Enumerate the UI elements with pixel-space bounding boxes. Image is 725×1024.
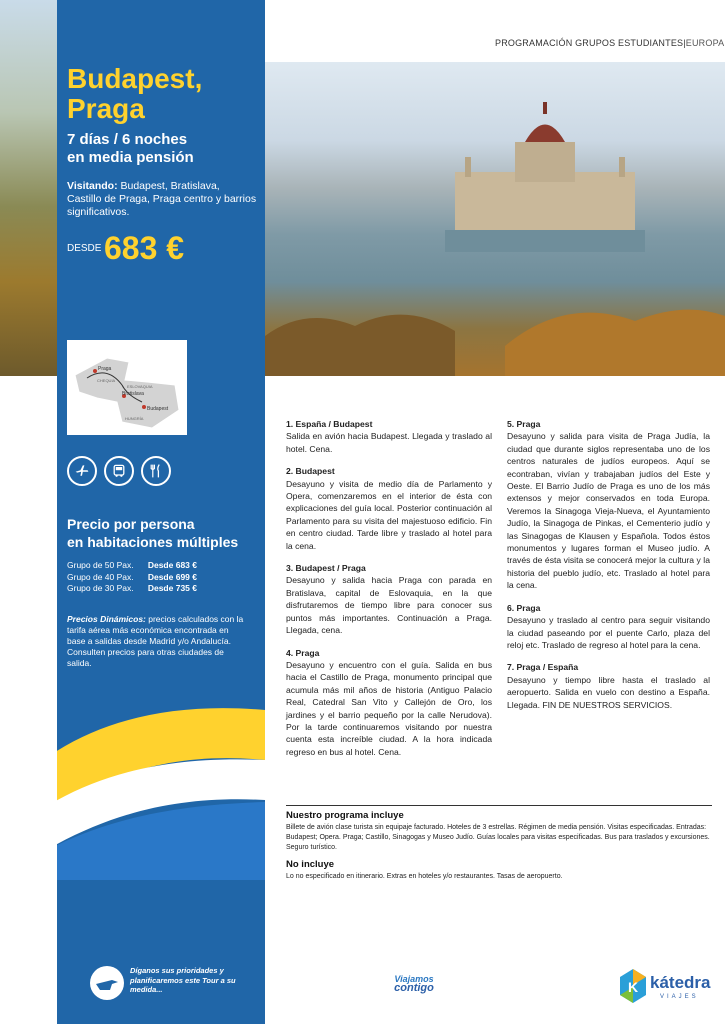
day-text: Desayuno y visita de medio día de Parlamento y Opera, comenzaremos en el interior de ésta con explicaciones del guía local. Posterior continuación al Parlamento para su visita del majestuoso edificio. Fin en centro ciudad. Tarde libre y traslado al hotel para la cena. [286, 478, 492, 551]
day-text: Desayuno y tiempo libre hasta el traslado al aeropuerto. Salida en vuelo con destino a España. Llegada. FIN DE NUESTROS SERVICIOS. [507, 674, 710, 710]
itinerary-day [507, 418, 710, 592]
program-includes-box [286, 805, 712, 888]
group-label: Grupo de 40 Pax. [67, 571, 134, 582]
group-price-row [67, 560, 197, 572]
service-icons [67, 456, 171, 486]
visiting-places: Budapest, Bratislava, Castillo de Praga, Praga centro y barrios significativos. [67, 180, 257, 218]
viajamos-line2: contigo [394, 982, 434, 994]
group-price: Desde 699 € [147, 571, 197, 582]
group-label: Grupo de 30 Pax. [67, 583, 134, 593]
excludes-text: Lo no especificado en itinerario. Extras en hoteles y/o restaurantes. Tasas de aeropuerto. [286, 873, 563, 880]
trip-duration [67, 131, 257, 167]
budapest-parliament-photo [265, 62, 725, 376]
price-per-person-line2: en habitaciones múltiples [67, 534, 239, 550]
katedra-k-icon [618, 968, 648, 1004]
hand-icon [90, 966, 124, 1000]
day-text: Desayuno y traslado al centro para seguir visitando la ciudad paseando por el puente Carlo, plaza del reloj etc. Traslado de regreso al hotel para la cena. [507, 615, 710, 650]
dynamic-pricing-label: Precios Dinámicos: [67, 614, 146, 624]
group-price-row [67, 583, 197, 595]
route-map-graphic [67, 340, 187, 435]
itinerary-day [286, 647, 492, 759]
itinerary-day [507, 661, 710, 711]
category-header [495, 38, 724, 48]
viajamos-contigo-logo [384, 974, 444, 994]
map-label-hungria: HUNGRÍA [125, 416, 144, 421]
trip-title [67, 64, 257, 124]
map-label-chequia: CHEQUIA [97, 378, 116, 383]
katedra-logo [618, 968, 718, 1008]
day-title: 7. Praga / España [507, 662, 579, 673]
itinerary-column-2 [507, 418, 710, 721]
visiting-text [67, 180, 257, 219]
duration-line2: en media pensión [67, 149, 194, 166]
meal-icon [141, 456, 171, 486]
includes-text: Billete de avión clase turista sin equipaje facturado. Hoteles de 3 estrellas. Régimen de media pensión. Visitas especificadas. Entradas: Budapest; Opera. Praga; Castillo, Sinagogas y Museo Judío. Guías locales para visitas especificadas. Bus para traslados y excursiones. Seguro turístico. [286, 824, 710, 851]
day-title: 4. Praga [286, 647, 320, 658]
day-text: Desayuno y salida hacia Praga con parada en Bratislava, capital de Eslovaquia, en la que disfrutaremos de tiempo libre para conocer sus puntos más importantes. Continuación a Praga. Llegada, cena. [286, 575, 492, 636]
itinerary-day [286, 418, 492, 455]
map-label-eslovaquia: ESLOVAQUIA [127, 384, 153, 389]
itinerary-day [507, 602, 710, 652]
autumn-trees [265, 296, 725, 376]
day-title: 1. España / Budapest [286, 419, 373, 429]
duration-line1: 7 días / 6 noches [67, 131, 188, 148]
price-per-person-line1: Precio por persona [67, 516, 195, 532]
viajamos-line1: Viajamos [394, 974, 434, 984]
parliament-illustration [445, 102, 645, 252]
visiting-label: Visitando: [67, 180, 118, 192]
trip-title-line1: Budapest, [67, 63, 203, 94]
group-prices [67, 560, 197, 595]
side-photo-strip [0, 0, 57, 376]
day-title: 6. Praga [507, 602, 541, 613]
route-map [67, 340, 187, 435]
category-main: PROGRAMACIÓN GRUPOS ESTUDIANTES [495, 38, 684, 48]
decorative-waves [57, 690, 265, 880]
price-per-person-title [67, 515, 262, 551]
group-price: Desde 683 € [147, 560, 197, 570]
group-price-row [67, 572, 197, 584]
price-value: 683 € [104, 230, 185, 266]
itinerary-day [286, 465, 492, 552]
day-title: 3. Budapest / Praga [286, 563, 366, 574]
price-from-label: DESDE [67, 243, 102, 254]
category-separator: | [683, 38, 686, 48]
map-label-bratislava: Bratislava [122, 391, 144, 397]
airplane-icon [67, 456, 97, 486]
excludes-title: No incluye [286, 859, 335, 870]
group-price: Desde 735 € [147, 583, 197, 593]
day-title: 2. Budapest [286, 466, 335, 477]
dynamic-pricing-note [67, 614, 247, 669]
day-title: 5. Praga [507, 419, 541, 429]
day-text: Salida en avión hacia Budapest. Llegada y traslado al hotel. Cena. [286, 431, 492, 454]
map-label-praga: Praga [98, 366, 112, 372]
category-region: EUROPA [685, 38, 725, 48]
itinerary-day [286, 562, 492, 636]
dynamic-pricing-text: precios calculados con la tarifa aérea más económica encontrada en base a salidas desde Madrid y/o Andalucía. Consulten precios para otras ciudades de salida. [67, 614, 244, 668]
includes-title: Nuestro programa incluye [286, 810, 404, 821]
day-text: Desayuno y salida para visita de Praga Judía, la ciudad que durante siglos representaba uno de los centros naturales de judíos europeos. Aquí se econtraban, vivían y trabajaban judíos del Este y Oeste. El Barrio Judío de Praga es uno de los más extensos y mejor conservados en toda Europa. Veremos la Sinagoga Vieja-Nueva, el Ayuntamiento Judío, la Sinagoga de Pinkas, el Cementerio judío y las Sinagogas de Klausen y Española. Todos éstos monumentos y lugares forman el Museo judío. A través de ésta visita se conocerá mejor la cultura y la historia del pueblo judío, etc. Traslado al hotel para la cena. [507, 431, 710, 591]
bus-icon [104, 456, 134, 486]
group-label: Grupo de 50 Pax. [67, 560, 134, 570]
trip-title-line2: Praga [67, 93, 145, 124]
brand-sub: VIAJES [660, 994, 699, 1000]
slogan-text: Díganos sus prioridades y planificaremos este Tour a su medida... [130, 966, 236, 994]
svg-text:K: K [628, 979, 639, 995]
day-text: Desayuno y encuentro con el guía. Salida en bus hacia el Castillo de Praga, monumento principal que acumula más mil años de historia (Antiguo Palacio Real, Catedral San Vito y Callejón de Oro, los jardines y el barrio pequeño por la calle Nerudova). Por la tarde continuaremos visitando por nuestra cuenta esta increíble ciudad. A la hora indicada regreso en bus al hotel. Cena. [286, 659, 492, 757]
itinerary-column-1 [286, 418, 492, 768]
map-label-budapest: Budapest [147, 406, 169, 412]
brand-name: kátedra [650, 973, 711, 992]
